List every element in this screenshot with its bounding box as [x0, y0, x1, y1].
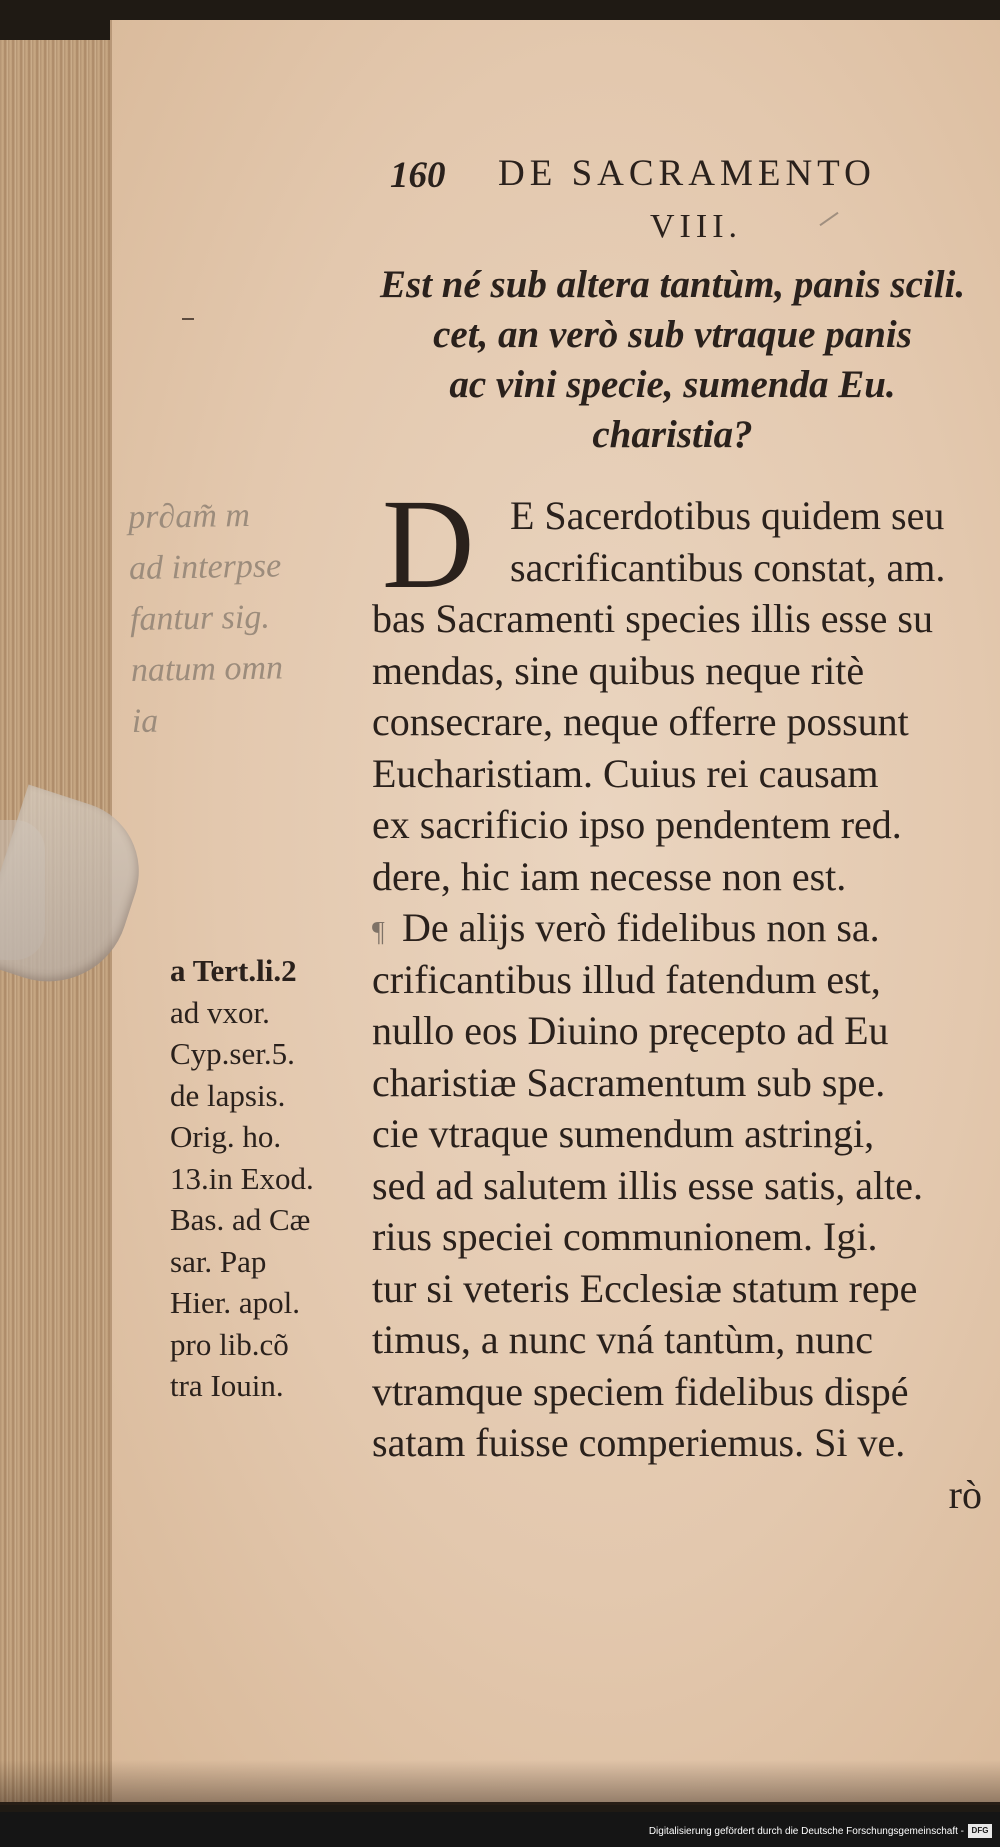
body-line: dere, hic iam necesse non est.: [372, 853, 847, 899]
marginalia-line: ia: [131, 702, 159, 740]
marginalia-line: natum omn: [130, 649, 284, 689]
running-title: DE SACRAMENTO: [498, 153, 876, 194]
catchword: rò: [948, 1471, 982, 1517]
body-line: ex sacrificio ipso pendentem red.: [372, 802, 902, 847]
reference-line: Bas. ad Cæ: [170, 1202, 311, 1237]
reference-line: 13.in Exod.: [170, 1160, 314, 1196]
body-line: timus, a nunc vná tantùm, nunc: [372, 1317, 874, 1362]
question-line: ac vini specie, sumenda Eu.: [449, 363, 896, 406]
reference-line: de lapsis.: [170, 1077, 286, 1113]
pencil-mark: [182, 318, 194, 320]
reference-line: Orig. ho.: [170, 1119, 282, 1154]
body-line: Eucharistiam. Cuius rei causam: [372, 750, 879, 796]
drop-cap-initial: D: [382, 473, 475, 615]
body-line: tur si veteris Ecclesiæ statum repe: [372, 1265, 918, 1311]
body-line: E Sacerdotibus quidem seu: [510, 493, 945, 538]
question-line: Est né sub altera tantùm, panis scili.: [380, 263, 966, 306]
body-line-text: De alijs verò fidelibus non sa.: [402, 905, 880, 950]
reference-line: tra Iouin.: [170, 1368, 284, 1403]
reference-line: a Tert.li.2: [170, 953, 297, 988]
marginalia-line: fantur sig.: [129, 598, 271, 639]
reference-line: pro lib.cõ: [170, 1326, 289, 1362]
body-line: bas Sacramenti species illis esse su: [372, 596, 933, 641]
body-line: nullo eos Diuino pręcepto ad Eu: [372, 1008, 889, 1053]
reference-line: Hier. apol.: [170, 1285, 300, 1320]
marginalia-line: ad interpse: [128, 547, 282, 588]
body-line: mendas, sine quibus neque ritè: [372, 647, 865, 693]
handwritten-marginalia: [128, 488, 362, 747]
question-line: charistia?: [592, 413, 753, 456]
chapter-number: VIII.: [650, 208, 743, 245]
reference-line: ad vxor.: [170, 994, 270, 1030]
marginalia-line: pr∂am̃ m: [127, 496, 251, 537]
page-number: 160: [390, 155, 446, 196]
funding-credit: Digitalisierung gefördert durch die Deutsche Forschungsgemeinschaft -: [648, 1826, 964, 1837]
paragraph-mark-icon: ¶: [372, 917, 385, 948]
body-line: consecrare, neque offerre possunt: [372, 699, 909, 744]
dfg-logo: DFG: [968, 1824, 992, 1838]
body-line: sacrificantibus constat, am.: [510, 544, 946, 590]
marginal-references: [170, 950, 370, 1407]
page-header: [390, 150, 930, 200]
reference-line: Cyp.ser.5.: [170, 1036, 295, 1071]
reference-line: sar. Pap: [170, 1243, 267, 1279]
body-line-paragraph: [372, 902, 982, 954]
body-line: cie vtraque sumendum astringi,: [372, 1111, 875, 1156]
page-bottom-shadow: [0, 1760, 1000, 1805]
question-line: cet, an verò sub vtraque panis: [433, 313, 912, 356]
body-line: vtramque speciem fidelibus dispé: [372, 1368, 909, 1414]
body-text: [372, 473, 982, 1520]
body-line: rius speciei communionem. Igi.: [372, 1214, 878, 1259]
body-line: charistiæ Sacramentum sub spe.: [372, 1059, 886, 1105]
question-heading: [380, 260, 965, 460]
body-line: sed ad salutem illis esse satis, alte.: [372, 1162, 923, 1208]
body-line: crificantibus illud fatendum est,: [372, 956, 881, 1002]
body-line: satam fuisse comperiemus. Si ve.: [372, 1420, 906, 1465]
